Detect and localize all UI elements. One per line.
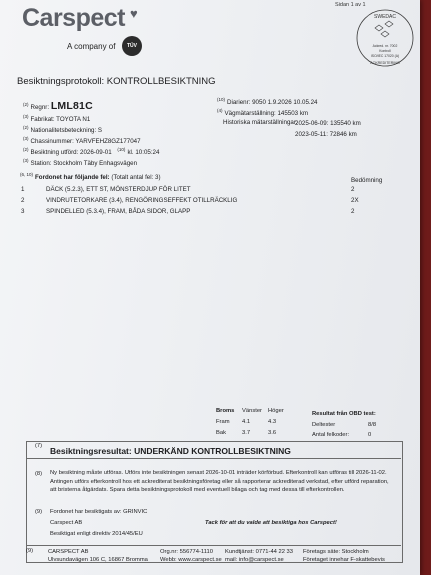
footer-address: Ulvsundavägen 106 C, 16867 Bromma [48,557,148,563]
company-of-label: A company of [67,42,116,51]
fault-rating: 2X [351,197,359,204]
footer-seat: Företags säte: Stockholm [303,549,369,555]
footer-web[interactable]: Webb: www.carspect.se [160,557,222,563]
inspector-company: Carspect AB [50,520,83,526]
swedac-seal-icon [355,8,415,68]
fabrikat-row: $^{(3)}$ Fabrikat: TOYOTA N1 [23,114,91,124]
footer-phone: Kundtjänst: 0771-44 22 33 [225,549,294,555]
diarienr-row: $^{(10)}$ Diarienr: 9050 1.9.2026 10.05.24 [217,97,318,107]
seal-text-iso: ISO/IEC 17020 (A) [370,54,400,58]
nationality-row: $^{(2)}$ Nationalitetsbeteckning: S [23,125,103,135]
regnr-value: LML81C [50,100,93,112]
fault-rating: 2 [351,186,355,193]
footer-email[interactable]: mail: info@carspect.se [225,557,284,563]
brakes-row-label: Fram [216,419,230,425]
tuv-logo: TÜV [122,36,142,56]
page-number: Sidan 1 av 1 [335,2,366,8]
brakes-row-label: Bak [216,430,226,436]
heart-icon: ♥ [130,6,138,21]
brakes-col-right: Höger [268,408,284,414]
obd-row-value: 0 [368,432,372,438]
history-row-2: 2023-05-11: 72846 km [295,131,357,138]
box8-index: (8) [35,471,43,477]
chassis-row: $^{(3)}$ Chassinummer: YARVFEHZ8GZ177047 [23,136,141,146]
thanks-message: Tack för att du valde att besiktiga hos Carspect! [205,520,337,526]
footer-company-name: CARSPECT AB [48,549,89,555]
brakes-row-left: 4.1 [242,419,251,425]
seal-text-top: SWEDAC [374,14,396,20]
fault-num: 1 [21,186,25,193]
result-title: Besiktningsresultat: UNDERKÄND KONTROLLBESIKTNING [50,446,291,456]
historic-odometer-label: Historiska mätarställningar: [223,119,298,126]
fault-num: 2 [21,197,25,204]
protocol-title: Besiktningsprotokoll: KONTROLLBESIKTNING [17,76,216,87]
seal-text-ackred: Ackred. nr. 7002 [372,44,398,48]
obd-row-label: Antal felkoder: [312,432,350,438]
faults-header: $^{(6, 10)}$ Fordonet har följande fel: (Totalt antal fel: 3) [20,172,161,182]
fault-text: DÄCK (5.2.3), ETT ST, MÖNSTERDJUP FÖR LITET [46,186,191,193]
odometer-row: $^{(4)}$ Vägmätarställning: 145503 km [217,108,309,118]
footer-tax: Företaget innehar F-skattebevis [303,557,385,563]
box9-index: (9) [35,509,43,515]
brakes-row-left: 3.7 [242,430,251,436]
inspected-by: Fordonet har besiktigats av: GRINVIC [50,509,148,515]
fault-num: 3 [21,208,25,215]
history-row-1: 2025-06-09: 135540 km [295,120,361,127]
fault-text: VINDRUTETORKARE (3.4), RENGÖRINGSEFFEKT OTILLRÄCKLIG [46,197,238,204]
brakes-row-right: 3.6 [268,430,277,436]
result-index: (7) [35,443,43,449]
obd-header: Resultat från OBD test: [312,411,376,417]
obd-row-value: 8/8 [368,422,377,428]
footer-index: (9) [26,548,34,554]
brakes-col-left: Vänster [242,408,262,414]
fault-text: SPINDELLED (5.3.4), FRAM, BÅDA SIDOR, GLAPP [46,208,191,215]
brakes-header: Broms [216,408,235,414]
carspect-logo: Carspect [22,4,125,32]
fault-rating: 2 [351,208,355,215]
directive: Besiktigat enligt direktiv 2014/45/EU [50,531,143,537]
seal-text-bottom: ACKREDITERING [370,61,400,65]
obd-row-label: Deltester [312,422,336,428]
footer-orgnr: Org.nr: 556774-1110 [160,549,213,555]
regnr-row: $^{(2)}$ Regnr: LML81C [23,100,93,112]
station-row: $^{(3)}$ Station: Stockholm Täby Enhagsvägen [23,158,138,168]
footer-divider [26,545,401,546]
inspection-date-row: $^{(2)}$ Besiktning utförd: 2026-09-01 $^{(10)}$ kl. 10:05:24 [23,147,160,157]
brakes-row-right: 4.3 [268,419,277,425]
seal-text-kontroll: Kontroll [379,49,391,53]
rating-header: Bedömning [351,177,383,184]
result-text: Ny besiktning måste utföras. Utförs inte besiktningen senast 2026-10-01 inträder körförbud. Efterkontroll kan utföras till 2026-11-02. Antingen utförs efterkontroll hos ett ackrediterat besiktningsföretag eller så rapporterar ackrediterad verkstad, efter utförd reparation, att bristerna åtgärdats. Spara detta besiktningsprotokoll med eventuell bilaga och tag med dessa till efterkontrollen. [50,470,389,494]
